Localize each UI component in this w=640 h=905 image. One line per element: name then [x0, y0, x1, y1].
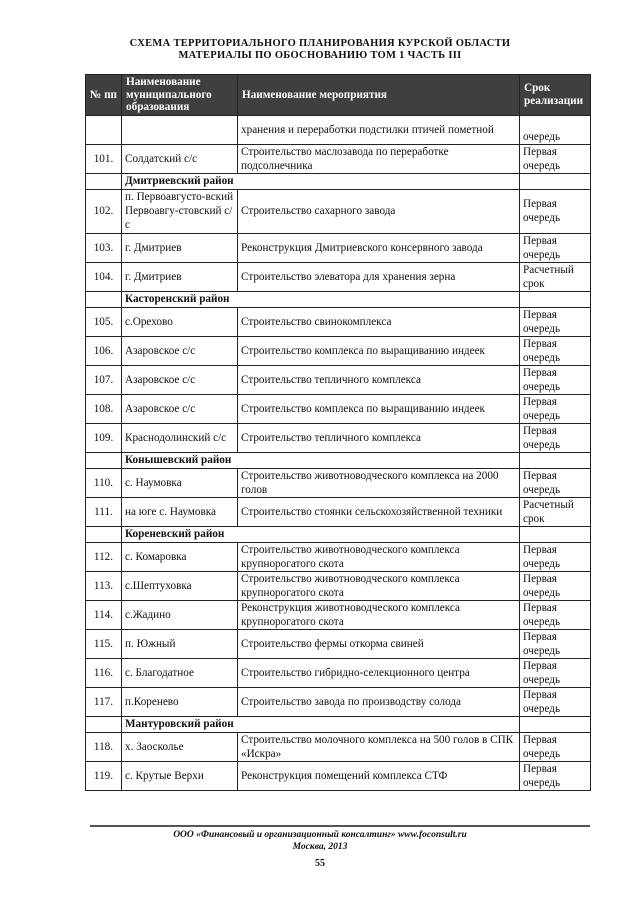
cell-term: Первая очередь	[520, 423, 591, 452]
cell-term	[520, 452, 591, 468]
cell-term	[520, 173, 591, 189]
cell-term: Первая очередь	[520, 189, 591, 233]
cell-num: 118.	[86, 732, 122, 761]
table-row	[86, 307, 591, 336]
cell-measure: Строительство животноводческого комплекса крупнорогатого скота	[238, 542, 520, 571]
table-header-row	[86, 75, 591, 116]
table-row	[86, 761, 591, 790]
cell-municipality: п. Первоавгусто-вский Первоавгу-стовский с/с	[122, 189, 238, 233]
cell-term: очередь	[520, 115, 591, 144]
district-name: Дмитриевский район	[122, 173, 520, 189]
cell-measure: Строительство животноводческого комплекса крупнорогатого скота	[238, 571, 520, 600]
cell-measure: Строительство маслозавода по переработке подсолнечника	[238, 144, 520, 173]
table-body	[86, 115, 591, 790]
table-row	[86, 629, 591, 658]
cell-municipality: Азаровское с/с	[122, 336, 238, 365]
cell-measure: Строительство завода по производству солода	[238, 687, 520, 716]
district-row	[86, 716, 591, 732]
cell-num: 105.	[86, 307, 122, 336]
cell-municipality: п. Южный	[122, 629, 238, 658]
cell-num	[86, 526, 122, 542]
cell-municipality: Азаровское с/с	[122, 365, 238, 394]
cell-measure: Строительство сахарного завода	[238, 189, 520, 233]
district-row	[86, 452, 591, 468]
cell-term: Первая очередь	[520, 761, 591, 790]
cell-term: Первая очередь	[520, 365, 591, 394]
header-subtitle: МАТЕРИАЛЫ ПО ОБОСНОВАНИЮ ТОМ 1 ЧАСТЬ III	[178, 50, 462, 61]
page-number: 55	[315, 858, 325, 869]
table-row	[86, 732, 591, 761]
cell-num: 103.	[86, 233, 122, 262]
cell-municipality: с.Жадино	[122, 600, 238, 629]
cell-municipality: на юге с. Наумовка	[122, 497, 238, 526]
cell-num: 108.	[86, 394, 122, 423]
cell-municipality: п.Коренево	[122, 687, 238, 716]
cell-num: 104.	[86, 262, 122, 291]
cell-measure: Строительство гибридно-селекционного центра	[238, 658, 520, 687]
footer-divider	[90, 825, 590, 827]
table-row	[86, 262, 591, 291]
cell-measure: Строительство комплекса по выращиванию индеек	[238, 394, 520, 423]
cell-term: Первая очередь	[520, 394, 591, 423]
cell-term: Первая очередь	[520, 600, 591, 629]
cell-num: 109.	[86, 423, 122, 452]
cell-measure: Строительство фермы откорма свиней	[238, 629, 520, 658]
table-row	[86, 571, 591, 600]
cell-num: 107.	[86, 365, 122, 394]
table-row	[86, 468, 591, 497]
cell-term: Первая очередь	[520, 468, 591, 497]
table-row	[86, 365, 591, 394]
table-row-continuation	[86, 115, 591, 144]
cell-num	[86, 173, 122, 189]
cell-num: 111.	[86, 497, 122, 526]
district-row	[86, 173, 591, 189]
cell-term: Первая очередь	[520, 732, 591, 761]
cell-term	[520, 291, 591, 307]
cell-municipality: г. Дмитриев	[122, 262, 238, 291]
cell-term: Первая очередь	[520, 629, 591, 658]
cell-term: Первая очередь	[520, 687, 591, 716]
cell-num: 113.	[86, 571, 122, 600]
cell-municipality: с.Шептуховка	[122, 571, 238, 600]
table-row	[86, 233, 591, 262]
district-name: Касторенский район	[122, 291, 520, 307]
column-header-measure: Наименование мероприятия	[238, 75, 520, 116]
cell-term: Расчетный срок	[520, 262, 591, 291]
cell-measure: Строительство элеватора для хранения зерна	[238, 262, 520, 291]
district-name: Мантуровский район	[122, 716, 520, 732]
cell-num: 112.	[86, 542, 122, 571]
table-row	[86, 658, 591, 687]
cell-measure: Строительство свинокомплекса	[238, 307, 520, 336]
table-row	[86, 189, 591, 233]
column-header-num: № пп	[86, 75, 122, 116]
cell-municipality	[122, 115, 238, 144]
cell-num	[86, 115, 122, 144]
cell-term: Первая очередь	[520, 336, 591, 365]
cell-measure: Реконструкция помещений комплекса СТФ	[238, 761, 520, 790]
cell-term: Первая очередь	[520, 307, 591, 336]
cell-municipality: х. Заосколье	[122, 732, 238, 761]
cell-num	[86, 452, 122, 468]
document-header	[0, 38, 640, 62]
table-row	[86, 687, 591, 716]
cell-measure: Реконструкция животноводческого комплекса крупнорогатого скота	[238, 600, 520, 629]
cell-municipality: Солдатский с/с	[122, 144, 238, 173]
district-name: Конышевский район	[122, 452, 520, 468]
table-row	[86, 497, 591, 526]
cell-measure: Строительство комплекса по выращиванию индеек	[238, 336, 520, 365]
document-footer	[0, 829, 640, 853]
cell-municipality: с. Благодатное	[122, 658, 238, 687]
district-row	[86, 291, 591, 307]
cell-term: Первая очередь	[520, 233, 591, 262]
cell-term	[520, 716, 591, 732]
cell-num: 119.	[86, 761, 122, 790]
table-row	[86, 394, 591, 423]
cell-num: 106.	[86, 336, 122, 365]
cell-num	[86, 716, 122, 732]
cell-municipality: с. Крутые Верхи	[122, 761, 238, 790]
cell-term: Первая очередь	[520, 542, 591, 571]
footer-company: ООО «Финансовый и организационный консалтинг» www.foconsult.ru	[173, 830, 467, 840]
cell-measure: хранения и переработки подстилки птичей пометной	[238, 115, 520, 144]
column-header-municipality: Наименование муниципального образования	[122, 75, 238, 116]
cell-measure: Строительство молочного комплекса на 500 голов в СПК «Искра»	[238, 732, 520, 761]
table-row	[86, 542, 591, 571]
cell-term: Расчетный срок	[520, 497, 591, 526]
cell-municipality: с.Орехово	[122, 307, 238, 336]
cell-term: Первая очередь	[520, 144, 591, 173]
district-name: Кореневский район	[122, 526, 520, 542]
cell-measure: Строительство животноводческого комплекса на 2000 голов	[238, 468, 520, 497]
cell-measure: Строительство стоянки сельскохозяйственной техники	[238, 497, 520, 526]
cell-municipality: Краснодолинский с/с	[122, 423, 238, 452]
footer-city-year: Москва, 2013	[292, 842, 348, 852]
cell-num: 110.	[86, 468, 122, 497]
table-row	[86, 144, 591, 173]
cell-num: 102.	[86, 189, 122, 233]
table-row	[86, 423, 591, 452]
header-title: СХЕМА ТЕРРИТОРИАЛЬНОГО ПЛАНИРОВАНИЯ КУРСКОЙ ОБЛАСТИ	[129, 38, 511, 49]
cell-term: Первая очередь	[520, 658, 591, 687]
cell-measure: Реконструкция Дмитриевского консервного завода	[238, 233, 520, 262]
cell-measure: Строительство тепличного комплекса	[238, 423, 520, 452]
cell-municipality: с. Наумовка	[122, 468, 238, 497]
cell-num	[86, 291, 122, 307]
table-row	[86, 600, 591, 629]
measures-table	[85, 74, 591, 791]
cell-municipality: с. Комаровка	[122, 542, 238, 571]
cell-term	[520, 526, 591, 542]
cell-num: 114.	[86, 600, 122, 629]
table-row	[86, 336, 591, 365]
district-row	[86, 526, 591, 542]
cell-municipality: г. Дмитриев	[122, 233, 238, 262]
cell-num: 101.	[86, 144, 122, 173]
cell-municipality: Азаровское с/с	[122, 394, 238, 423]
cell-measure: Строительство тепличного комплекса	[238, 365, 520, 394]
cell-num: 117.	[86, 687, 122, 716]
cell-num: 116.	[86, 658, 122, 687]
cell-term: Первая очередь	[520, 571, 591, 600]
column-header-term: Срок реализации	[520, 75, 591, 116]
cell-num: 115.	[86, 629, 122, 658]
